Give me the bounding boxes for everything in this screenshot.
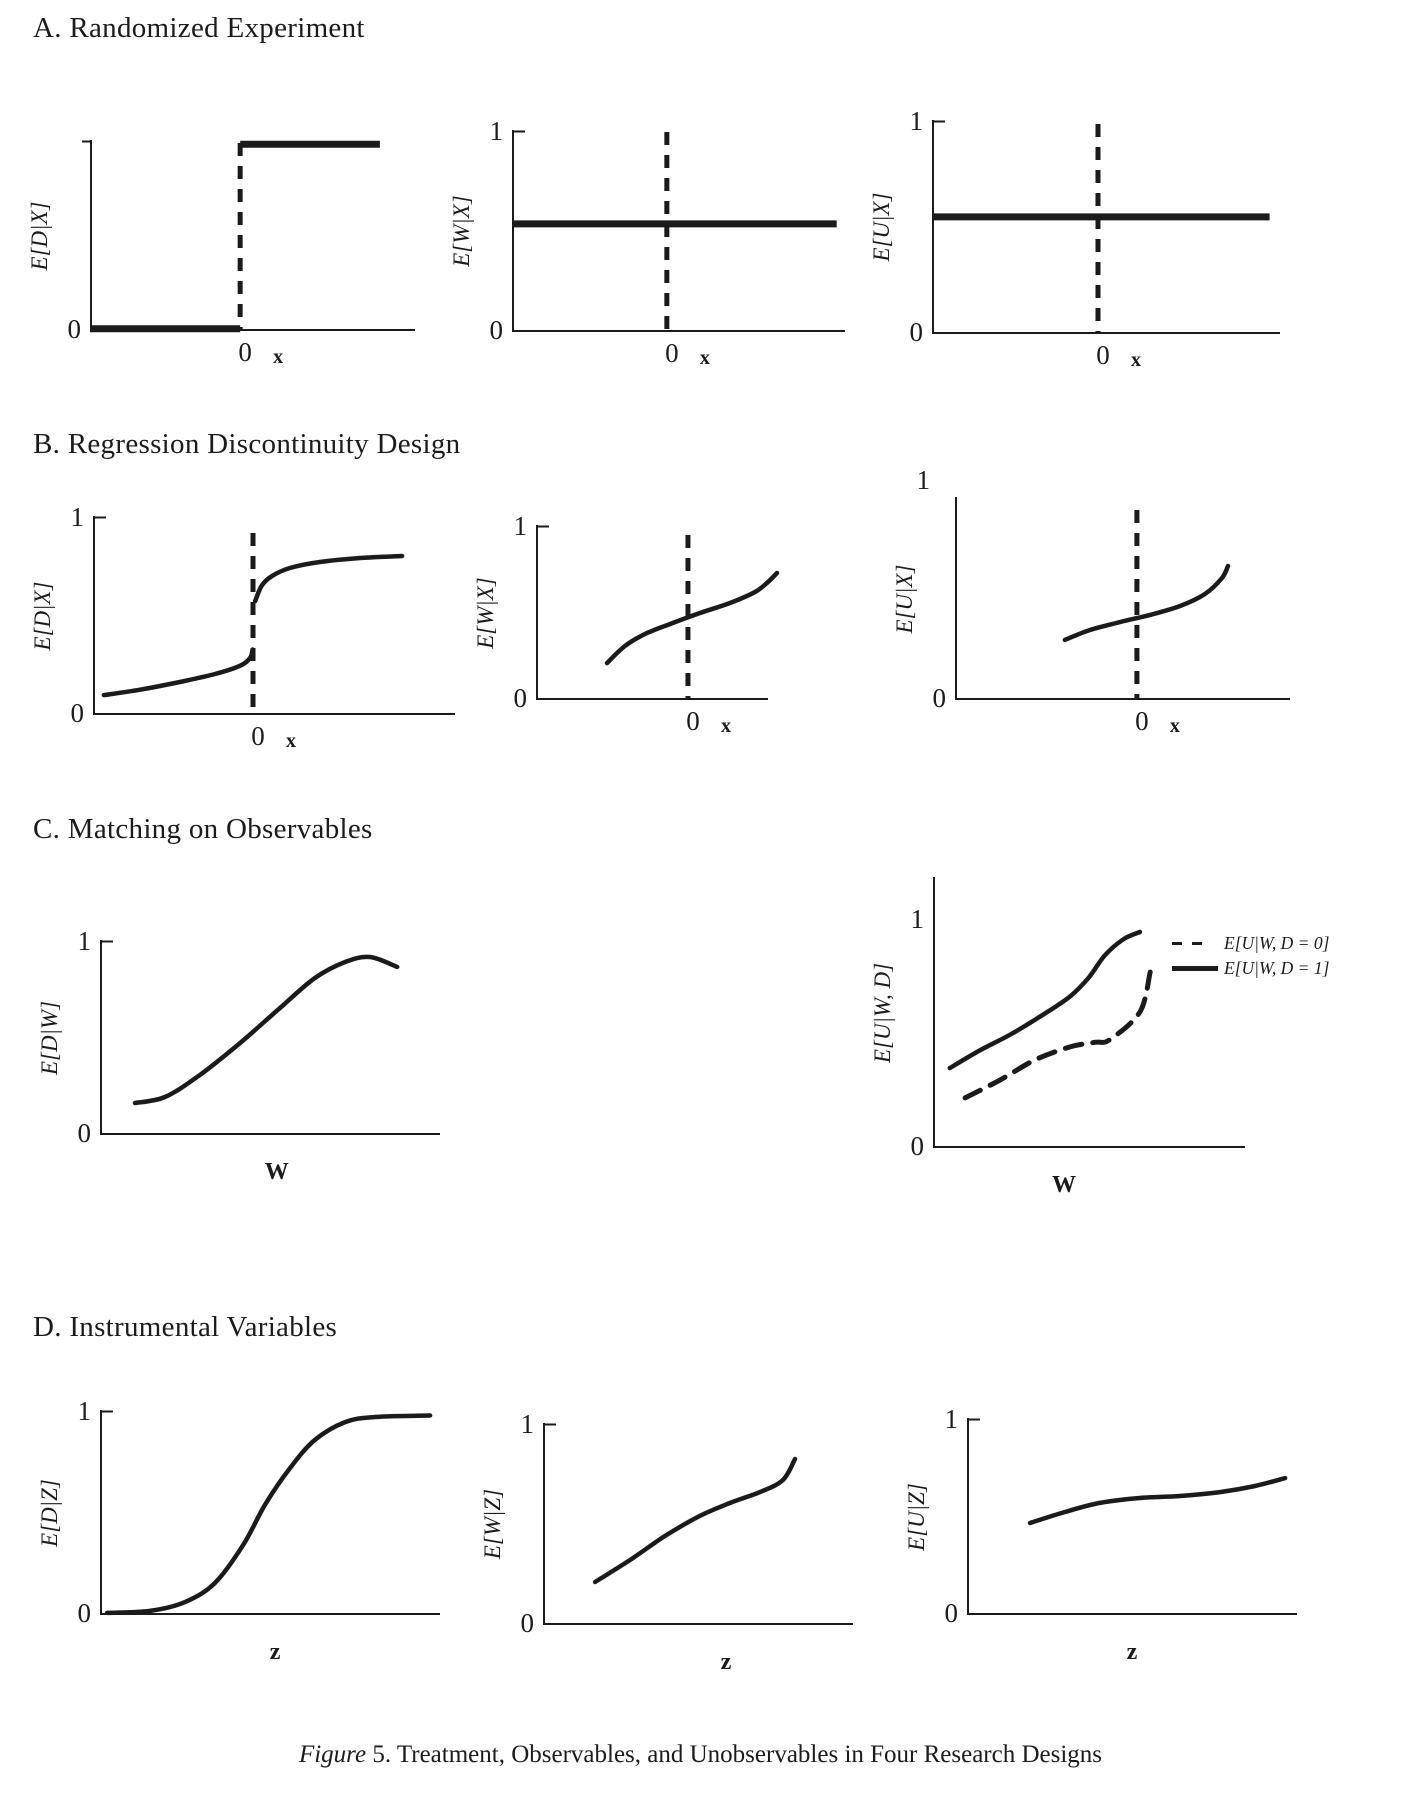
subplot-d1-canvas	[100, 1410, 440, 1615]
y-axis-label: E[U|Z]	[904, 1482, 929, 1551]
plot-a2-e-w-given-x	[449, 116, 845, 369]
plot-d2-e-w-given-z	[480, 1409, 853, 1675]
plot-c1-e-d-given-w	[37, 926, 440, 1185]
x-zero-label: 0	[238, 337, 252, 367]
legend-dashed-label: E[U|W, D = 0]	[1224, 933, 1330, 953]
series-c2-0	[950, 932, 1140, 1068]
y-zero-label: 0	[520, 1607, 534, 1638]
series-b1-0	[104, 650, 253, 696]
y-axis-label: E[D|X]	[30, 581, 55, 650]
y-axis-label: E[W|Z]	[480, 1488, 505, 1560]
panel-a-title: A. Randomized Experiment	[33, 12, 365, 44]
y-max-label: 1	[489, 116, 503, 147]
y-max-label: 1	[77, 926, 91, 957]
y-zero-label: 0	[932, 682, 946, 713]
y-max-label: 1	[70, 502, 84, 533]
y-axis-label: E[D|Z]	[37, 1478, 62, 1547]
subplot-b2-canvas	[536, 525, 768, 700]
y-zero-label: 0	[70, 697, 84, 728]
subplot-c2-canvas	[933, 877, 1245, 1148]
panel-c-legend	[1172, 931, 1329, 981]
x-axis-variable-label: x	[273, 346, 284, 368]
series-c2-1	[965, 972, 1150, 1098]
y-axis-label: E[W|X]	[473, 576, 498, 649]
x-axis-variable-label: z	[269, 1639, 281, 1665]
subplot-a2-canvas	[512, 130, 845, 332]
x-axis-variable-label: x	[720, 715, 731, 737]
y-axis-label: E[D|X]	[27, 201, 52, 270]
y-axis-label: E[D|W]	[37, 1000, 62, 1075]
y-zero-label: 0	[513, 682, 527, 713]
subplot-a3-canvas	[932, 120, 1280, 334]
series-b3-0	[1065, 566, 1228, 640]
subplot-d3-canvas	[967, 1418, 1297, 1615]
y-zero-label: 0	[77, 1117, 91, 1148]
plot-a1-e-d-given-x	[27, 140, 415, 368]
panel-d-title: D. Instrumental Variables	[33, 1311, 338, 1343]
subplot-b1-canvas	[93, 516, 455, 715]
x-axis-variable-label: W	[1052, 1172, 1077, 1198]
plot-c2-e-u-given-w-d	[870, 877, 1245, 1198]
figure-caption-text: 5. Treatment, Observables, and Unobservables in Four Research Designs	[366, 1741, 1103, 1768]
x-zero-label: 0	[251, 721, 265, 751]
y-max-label: 1	[916, 465, 930, 496]
subplot-d2-canvas	[543, 1423, 853, 1625]
y-max-label: 1	[520, 1409, 534, 1440]
subplot-c1-canvas	[100, 940, 440, 1135]
x-zero-label: 0	[1135, 706, 1149, 736]
x-axis-variable-label: x	[1169, 715, 1180, 737]
x-axis-variable-label: z	[720, 1649, 732, 1675]
plot-d1-e-d-given-z	[37, 1396, 440, 1665]
legend-solid-line-icon	[1172, 966, 1218, 971]
series-d1-0	[107, 1416, 430, 1613]
y-zero-label: 0	[489, 314, 503, 345]
series-d3-0	[1030, 1478, 1285, 1523]
panel-c-title: C. Matching on Observables	[33, 813, 373, 845]
plot-b3-e-u-given-x	[892, 465, 1290, 737]
y-zero-label: 0	[909, 316, 923, 347]
figure-caption	[0, 1741, 1401, 1769]
series-b1-1	[255, 556, 402, 601]
legend-row-solid	[1172, 956, 1329, 981]
legend-row-dashed	[1172, 931, 1329, 956]
subplot-a1-canvas	[90, 140, 415, 331]
y-zero-label: 0	[67, 313, 81, 344]
plot-d3-e-u-given-z	[904, 1404, 1297, 1665]
y-max-label: 1	[909, 106, 923, 137]
y-axis-label: E[U|W, D]	[870, 962, 895, 1063]
series-d2-0	[595, 1459, 795, 1582]
series-c1-0	[135, 957, 397, 1103]
plot-b1-e-d-given-x	[30, 502, 455, 752]
series-b2-0	[607, 573, 777, 663]
x-zero-label: 0	[665, 338, 679, 368]
y-zero-label: 0	[77, 1597, 91, 1628]
plot-b2-e-w-given-x	[473, 511, 768, 737]
x-axis-variable-label: x	[286, 730, 296, 752]
y-max-label: 1	[77, 1396, 91, 1427]
x-axis-variable-label: W	[264, 1159, 289, 1185]
y-axis-label: E[W|X]	[449, 195, 474, 267]
x-zero-label: 0	[686, 706, 700, 736]
x-axis-variable-label: z	[1126, 1639, 1138, 1665]
x-axis-variable-label: x	[699, 347, 710, 369]
panel-b-title: B. Regression Discontinuity Design	[33, 428, 461, 460]
legend-dashed-line-icon	[1172, 942, 1210, 945]
subplot-b3-canvas	[955, 497, 1290, 700]
y-zero-label: 0	[910, 1130, 924, 1161]
y-axis-label: E[U|X]	[869, 192, 894, 262]
y-zero-label: 0	[944, 1597, 958, 1628]
legend-solid-label: E[U|W, D = 1]	[1224, 958, 1330, 978]
y-max-label: 1	[910, 904, 924, 935]
x-axis-variable-label: x	[1130, 349, 1141, 371]
x-zero-label: 0	[1096, 340, 1110, 370]
y-max-label: 1	[944, 1404, 958, 1435]
y-max-label: 1	[513, 511, 527, 542]
y-axis-label: E[U|X]	[892, 564, 917, 633]
figure-caption-word: Figure	[298, 1741, 367, 1768]
plot-a3-e-u-given-x	[869, 106, 1280, 371]
